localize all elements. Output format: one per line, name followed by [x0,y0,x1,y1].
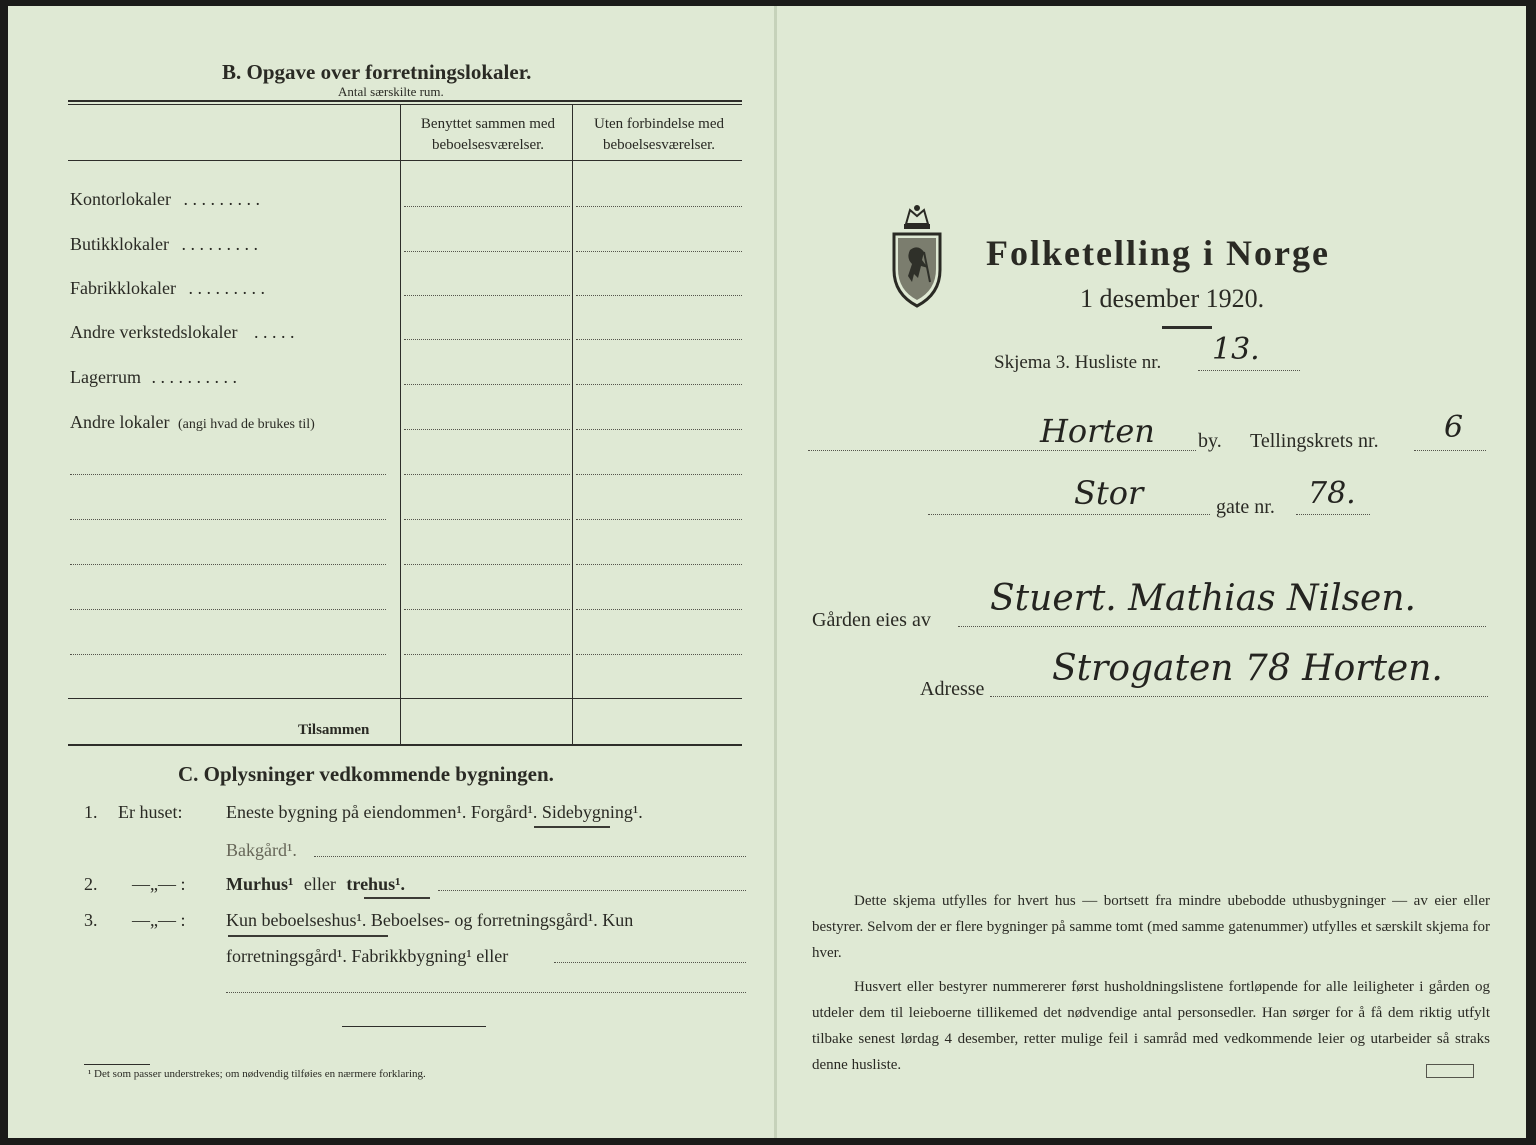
item1-options: Eneste bygning på eiendommen¹. Forgård¹. Sidebygning¹. [226,802,643,822]
fill-line [1296,514,1370,515]
item3-number: 3. [84,910,98,930]
row-label-butikklokaler: Butikklokaler . . . . . . . . . [70,234,258,254]
column-divider-1 [400,104,401,744]
cell-line [576,474,742,475]
fill-line [808,450,1196,451]
printer-stamp [1426,1064,1474,1078]
underline-kun-beboelseshus [228,935,388,937]
cell-line [576,564,742,565]
owner-label: Gården eies av [812,609,931,631]
column-header-together-line1: Benyttet sammen med [420,116,556,132]
cell-line [404,339,570,340]
row-label-andre-verksted: Andre verkstedslokaler . . . . . [70,322,295,342]
street-number[interactable]: 78. [1308,476,1356,511]
item2-number: 2. [84,874,98,894]
item3-options: Kun beboelseshus¹. Beboelses- og forretningsgård¹. Kun [226,910,634,930]
form-date: 1 desember 1920. [1080,284,1265,313]
cell-line [404,474,570,475]
cell-line [404,654,570,655]
instructions-paragraph-2: Husvert eller bestyrer nummererer først husholdningslistene fortløpende for alle leiligheter i gården og utdeler dem til leieboerne tillikemed det nødvendige antal personsedler. Han sørger for å få dem riktig utfylt tilbake senest lørdag 4 desember, retter mulige feil i samråd med vedkommende leier og utarbeider så straks denne husliste. [812,979,1490,1073]
cell-line [576,654,742,655]
row-label-andre-lokaler: Andre lokaler (angi hvad de brukes til) [70,412,315,432]
section-b-subtitle: Antal særskilte rum. [338,84,444,99]
fill-line [990,696,1488,697]
section-end-rule [342,1026,486,1027]
cell-line [576,295,742,296]
item3-continuation: forretningsgård¹. Fabrikkbygning¹ eller [226,946,509,966]
column-header-together-line2: beboelsesværelser. [431,137,545,153]
cell-line [404,519,570,520]
fill-line [554,962,746,963]
husliste-number[interactable]: 13. [1212,332,1260,367]
column-header-separate-line1: Uten forbindelse med [594,116,724,132]
cell-line [404,609,570,610]
cell-line [576,609,742,610]
form-title: Folketelling i Norge [986,233,1330,273]
tellingskrets-label: Tellingskrets nr. [1250,430,1379,452]
city-value[interactable]: Horten [1040,412,1155,450]
norway-coat-of-arms-icon [888,202,946,312]
row-label-fabrikklokaler: Fabrikklokaler . . . . . . . . . [70,278,265,298]
item1-label: Er huset: [118,802,183,822]
fill-line [438,890,746,891]
footnote-rule [84,1064,150,1065]
street-label: gate nr. [1216,496,1275,518]
fill-line [314,856,746,857]
adresse-label: Adresse [920,678,985,700]
owner-value[interactable]: Stuert. Mathias Nilsen. [990,578,1416,619]
cell-line [576,429,742,430]
cell-line [576,519,742,520]
street-value[interactable]: Stor [1074,474,1144,512]
item3-label: —„— : [132,910,186,930]
item1-number: 1. [84,802,98,822]
underline-forgard [534,826,610,828]
underline-trehus [364,897,430,899]
cell-line [404,384,570,385]
fill-line [1414,450,1486,451]
table-header-rule [68,160,742,161]
column-divider-2 [572,104,573,744]
item2-label: —„— : [132,874,186,894]
cell-line [404,295,570,296]
fill-line [928,514,1210,515]
blank-row-line [70,519,386,520]
footnote: ¹ Det som passer understrekes; om nødvendig tilføies en nærmere forklaring. [88,1068,426,1080]
item2-options [226,874,405,895]
cell-line [576,384,742,385]
column-header-together [406,114,570,156]
section-c-title: C. Oplysninger vedkommende bygningen. [178,762,554,786]
row-label-lagerrum: Lagerrum . . . . . . . . . . [70,367,237,387]
tellingskrets-number[interactable]: 6 [1444,410,1464,445]
cell-line [576,206,742,207]
row-label-kontorlokaler: Kontorlokaler . . . . . . . . . [70,189,260,209]
column-header-separate [576,114,742,156]
blank-row-line [70,564,386,565]
census-form-sheet [8,6,1526,1138]
section-b-title: B. Opgave over forretningslokaler. [222,60,532,84]
cell-line [404,251,570,252]
option-eller: eller [303,874,336,894]
table-bottom-rule [68,744,742,746]
cell-line [576,251,742,252]
fill-line [958,626,1486,627]
city-label: by. [1198,430,1222,452]
fill-line [226,992,746,993]
blank-row-line [70,609,386,610]
cell-line [404,564,570,565]
husliste-label: Skjema 3. Husliste nr. [994,352,1162,373]
adresse-value[interactable]: Strogaten 78 Horten. [1052,648,1443,689]
page-fold [774,6,777,1138]
date-rule [1162,326,1212,329]
total-label: Tilsammen [298,722,370,738]
fill-line [1198,370,1300,371]
option-trehus: trehus¹. [346,874,405,894]
cell-line [404,206,570,207]
blank-row-line [70,654,386,655]
cell-line [576,339,742,340]
column-header-separate-line2: beboelsesværelser. [602,137,716,153]
option-murhus: Murhus¹ [226,874,294,894]
table-top-rule [68,100,742,102]
instructions-paragraph-1: Dette skjema utfylles for hvert hus — bortsett fra mindre ubebodde uthusbygninger — av eier eller bestyrer. Selvom der er flere bygninger på samme tomt (med samme gatenummer) utfylles et særskilt skjema for hver. [812,893,1490,961]
total-top-rule [68,698,742,699]
table-top-rule-thin [68,104,742,105]
cell-line [404,429,570,430]
item1-continuation: Bakgård¹. [226,840,297,860]
blank-row-line [70,474,386,475]
